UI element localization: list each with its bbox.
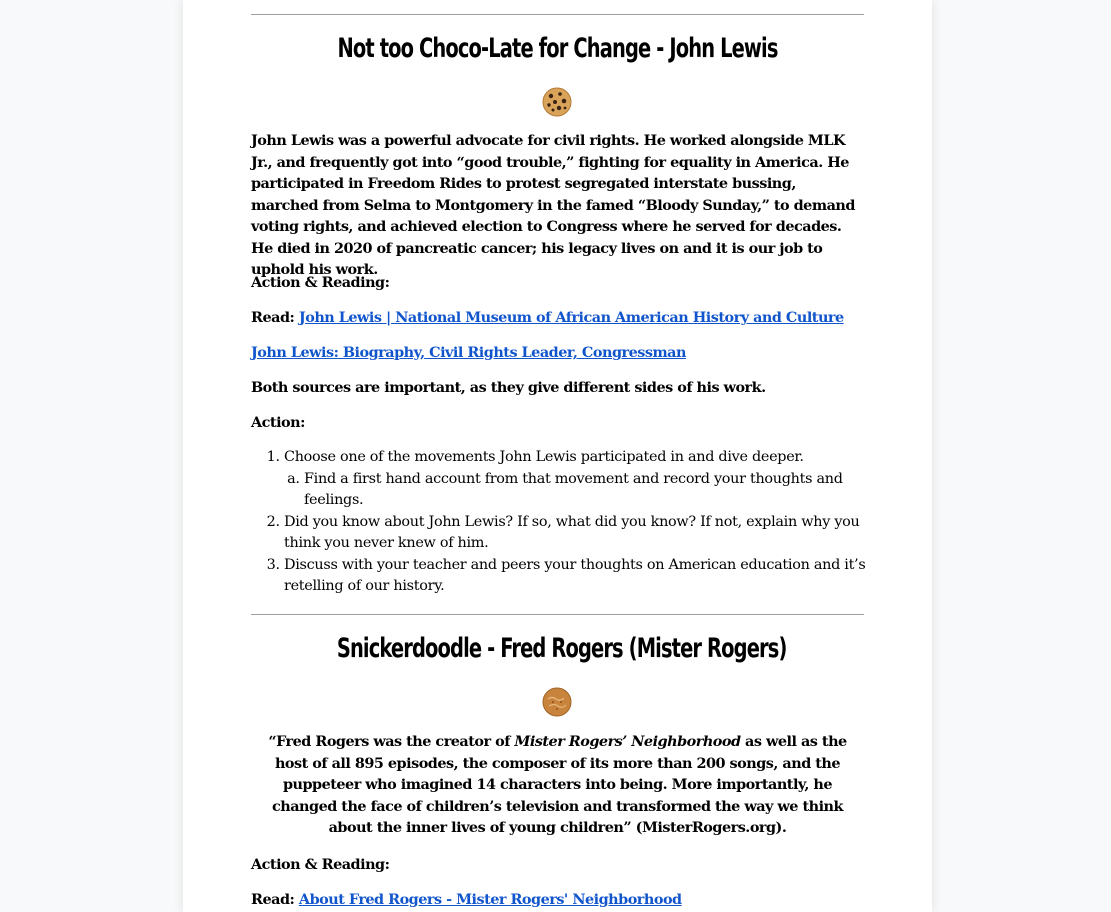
action-item-1-text: Choose one of the movements John Lewis participated in and dive deeper. bbox=[284, 449, 804, 465]
list-item bbox=[284, 555, 897, 598]
section-heading-fred-rogers: Snickerdoodle - Fred Rogers (Mister Rogers) bbox=[336, 633, 787, 664]
list-item bbox=[304, 469, 897, 512]
read-label: Read: bbox=[251, 891, 295, 908]
sources-note: Both sources are important, as they give different sides of his work. bbox=[251, 379, 766, 396]
action-item-3-text: Discuss with your teacher and peers your thoughts on American education and it’s retelling of our history. bbox=[284, 556, 866, 594]
chocolate-chip-cookie-icon bbox=[542, 87, 572, 117]
list-item bbox=[284, 447, 897, 512]
show-title: Mister Rogers’ Neighborhood bbox=[514, 733, 741, 750]
action-reading-label: Action & Reading: bbox=[251, 274, 390, 291]
read-label: Read: bbox=[251, 309, 295, 326]
section-divider bbox=[251, 14, 864, 15]
link-about-fred-rogers[interactable]: About Fred Rogers - Mister Rogers' Neighborhood bbox=[298, 891, 682, 908]
sub-action-list bbox=[284, 469, 897, 512]
action-label: Action: bbox=[251, 414, 305, 431]
action-reading-label: Action & Reading: bbox=[251, 856, 390, 873]
read-line bbox=[251, 889, 864, 912]
john-lewis-bio: John Lewis was a powerful advocate for civil rights. He worked alongside MLK Jr., and frequently got into “good trouble,” fighting for equality in America. He participated in Freedom Rides to protest segregated interstate bussing, marched from Selma to Montgomery in the famed “Bloody Sunday,” to demand voting rights, and achieved election to Congress where he served for decades. He died in 2020 of pancreatic cancer; his legacy lives on and it is our job to uphold his work. bbox=[251, 132, 855, 278]
section-heading-john-lewis: Not too Choco-Late for Change - John Lewis bbox=[337, 33, 778, 64]
action-list bbox=[251, 447, 897, 598]
read-line bbox=[251, 307, 864, 330]
fred-rogers-quote bbox=[251, 731, 864, 839]
link-john-lewis-biography[interactable]: John Lewis: Biography, Civil Rights Leader, Congressman bbox=[251, 344, 686, 361]
list-item bbox=[284, 512, 897, 555]
snickerdoodle-cookie-icon bbox=[542, 687, 572, 717]
document-page bbox=[183, 0, 932, 912]
section-divider bbox=[251, 614, 864, 615]
second-link-line bbox=[251, 342, 864, 365]
quote-start: “Fred Rogers was the creator of bbox=[268, 733, 515, 750]
action-item-2-text: Did you know about John Lewis? If so, what did you know? If not, explain why you think you never knew of him. bbox=[284, 513, 860, 551]
quote-rest: as well as the host of all 895 episodes, the composer of its more than 200 songs, and the puppeteer who imagined 14 characters into being. More importantly, he changed the face of children’s television and transformed the way we think about the inner lives of young children” (MisterRogers.org). bbox=[272, 733, 847, 836]
action-item-1a-text: Find a first hand account from that movement and record your thoughts and feelings. bbox=[304, 470, 843, 508]
link-nmaahc-john-lewis[interactable]: John Lewis | National Museum of African American History and Culture bbox=[298, 309, 844, 326]
